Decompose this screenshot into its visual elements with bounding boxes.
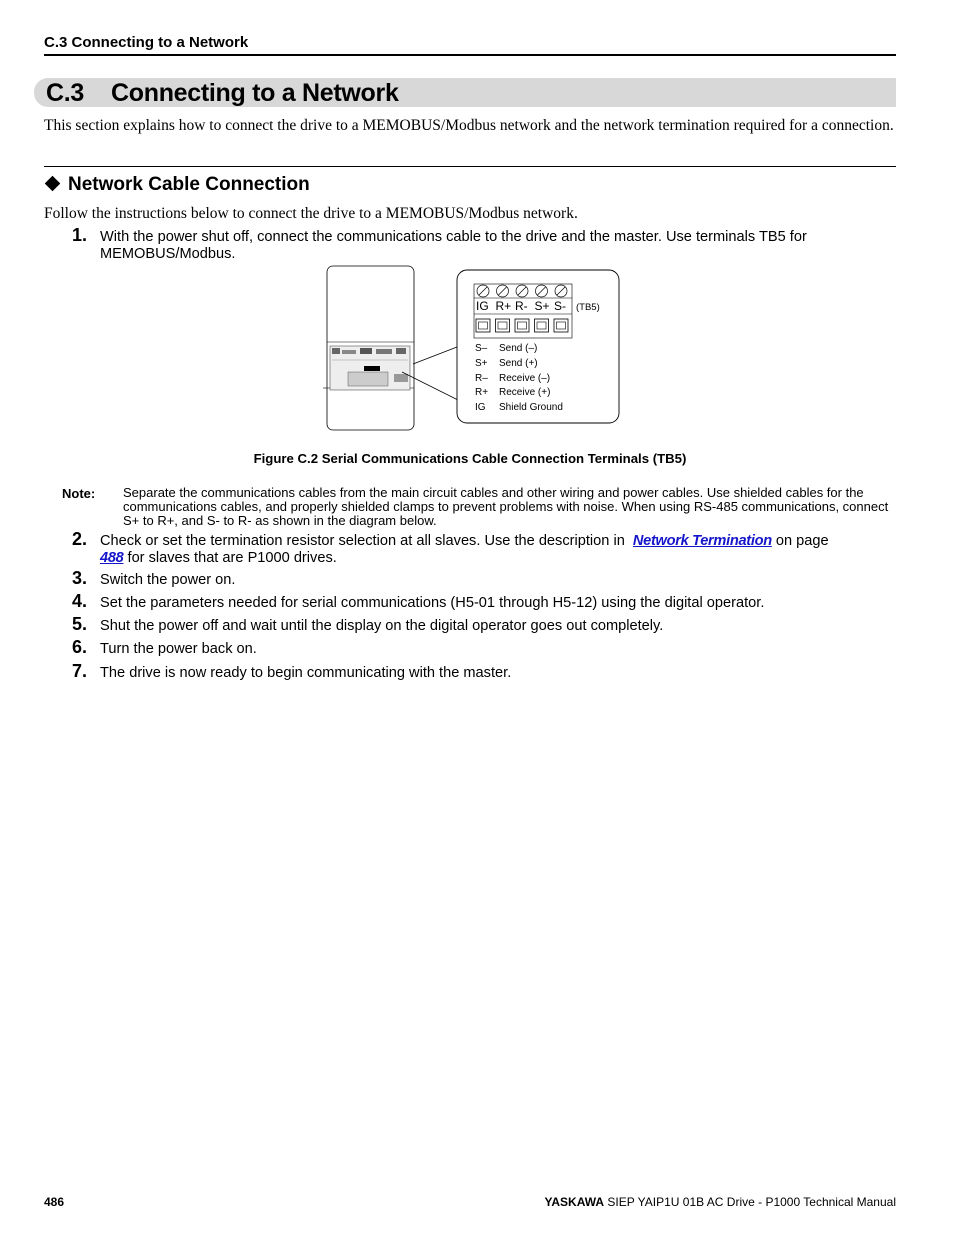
divider xyxy=(44,166,896,167)
step-number: 3. xyxy=(72,568,88,588)
terminal-socket xyxy=(496,319,510,332)
step-number: 6. xyxy=(72,637,88,657)
network-termination-link[interactable]: Network Termination xyxy=(632,533,772,549)
legend-desc: Receive (–) xyxy=(499,372,551,384)
terminal-label: S- xyxy=(554,299,566,313)
terminal-socket xyxy=(535,319,549,332)
tb5-terminal-figure xyxy=(320,262,625,434)
section-title xyxy=(46,79,399,108)
page-488-link[interactable]: 488 xyxy=(100,550,124,566)
terminal-socket xyxy=(554,319,568,332)
running-header: C.3 Connecting to a Network xyxy=(44,34,896,56)
step-number: 4. xyxy=(72,591,88,611)
step-7 xyxy=(72,661,898,682)
step-1 xyxy=(72,225,898,263)
legend-desc: Send (+) xyxy=(499,357,538,369)
legend-desc: Receive (+) xyxy=(499,387,551,399)
section-intro: This section explains how to connect the drive to a MEMOBUS/Modbus network and the network termination required for a connection. xyxy=(44,117,894,134)
step-text xyxy=(100,533,898,567)
legend-item xyxy=(475,342,563,357)
section-title-text: Connecting to a Network xyxy=(111,79,399,107)
legend-item xyxy=(475,386,563,401)
terminal-label: R- xyxy=(515,299,528,313)
legend-desc: Send (–) xyxy=(499,343,538,354)
footer-brand: YASKAWA xyxy=(544,1195,605,1209)
section-number: C.3 xyxy=(46,79,85,107)
step-text: Shut the power off and wait until the display on the digital operator goes out completely. xyxy=(100,618,664,634)
drive-diagram xyxy=(320,262,625,434)
legend-code: IG xyxy=(475,402,486,414)
step-5 xyxy=(72,614,898,635)
step-text-part: Check or set the termination resistor selection at all slaves. Use the description in xyxy=(100,533,625,549)
terminal-label: R+ xyxy=(495,299,512,313)
step-number: 5. xyxy=(72,614,88,634)
step-text: With the power shut off, connect the communications cable to the drive and the master. Use terminals TB5 for MEMOBUS/Modbus. xyxy=(100,229,807,262)
step-number: 1. xyxy=(72,225,88,245)
footer-manual-title xyxy=(544,1195,896,1209)
step-4 xyxy=(72,591,898,612)
legend-code: R+ xyxy=(475,387,489,399)
footer-manual: SIEP YAIP1U 01B AC Drive - P1000 Technical Manual xyxy=(607,1195,896,1209)
step-number: 2. xyxy=(72,529,88,549)
terminal-label: IG xyxy=(476,299,489,313)
step-text-part: for slaves that are P1000 drives. xyxy=(127,550,337,566)
step-text: Turn the power back on. xyxy=(100,641,257,657)
subsection-lead: Follow the instructions below to connect the drive to a MEMOBUS/Modbus network. xyxy=(44,205,578,222)
legend-item xyxy=(475,372,563,387)
note-text: Separate the communications cables from the main circuit cables and other wiring and power cables. Use shielded cables for the communications cables, and properly shielded clamps to prevent problems with noise. When using RS-485 communications, connect S+ to R+, and S- to R- as shown in the diagram below. xyxy=(123,485,889,528)
note-label: Note: xyxy=(62,486,96,501)
figure-caption: Figure C.2 Serial Communications Cable Connection Terminals (TB5) xyxy=(253,451,687,466)
tb5-tag: (TB5) xyxy=(576,302,600,313)
step-6 xyxy=(72,637,898,658)
subsection-title xyxy=(44,174,310,196)
step-text: Set the parameters needed for serial communications (H5-01 through H5-12) using the digital operator. xyxy=(100,595,765,611)
legend-desc: Shield Ground xyxy=(499,402,563,414)
step-text-part: on page xyxy=(775,533,829,549)
terminal-label: S+ xyxy=(534,299,550,313)
legend-code: S– xyxy=(475,343,488,354)
legend-code: S+ xyxy=(475,357,488,369)
page-number: 486 xyxy=(44,1195,65,1209)
step-number: 7. xyxy=(72,661,88,681)
terminal-label-row xyxy=(475,300,575,314)
subsection-title-text: Network Cable Connection xyxy=(68,174,310,195)
legend-code: R– xyxy=(475,372,488,384)
step-text: The drive is now ready to begin communicating with the master. xyxy=(100,665,512,681)
step-2 xyxy=(72,529,898,567)
diamond-bullet-icon xyxy=(45,176,61,192)
terminal-socket xyxy=(515,319,529,332)
step-text: Switch the power on. xyxy=(100,572,236,588)
terminal-legend xyxy=(475,342,563,416)
legend-item xyxy=(475,357,563,372)
legend-item xyxy=(475,401,563,416)
step-3 xyxy=(72,568,898,589)
terminal-socket xyxy=(476,319,490,332)
